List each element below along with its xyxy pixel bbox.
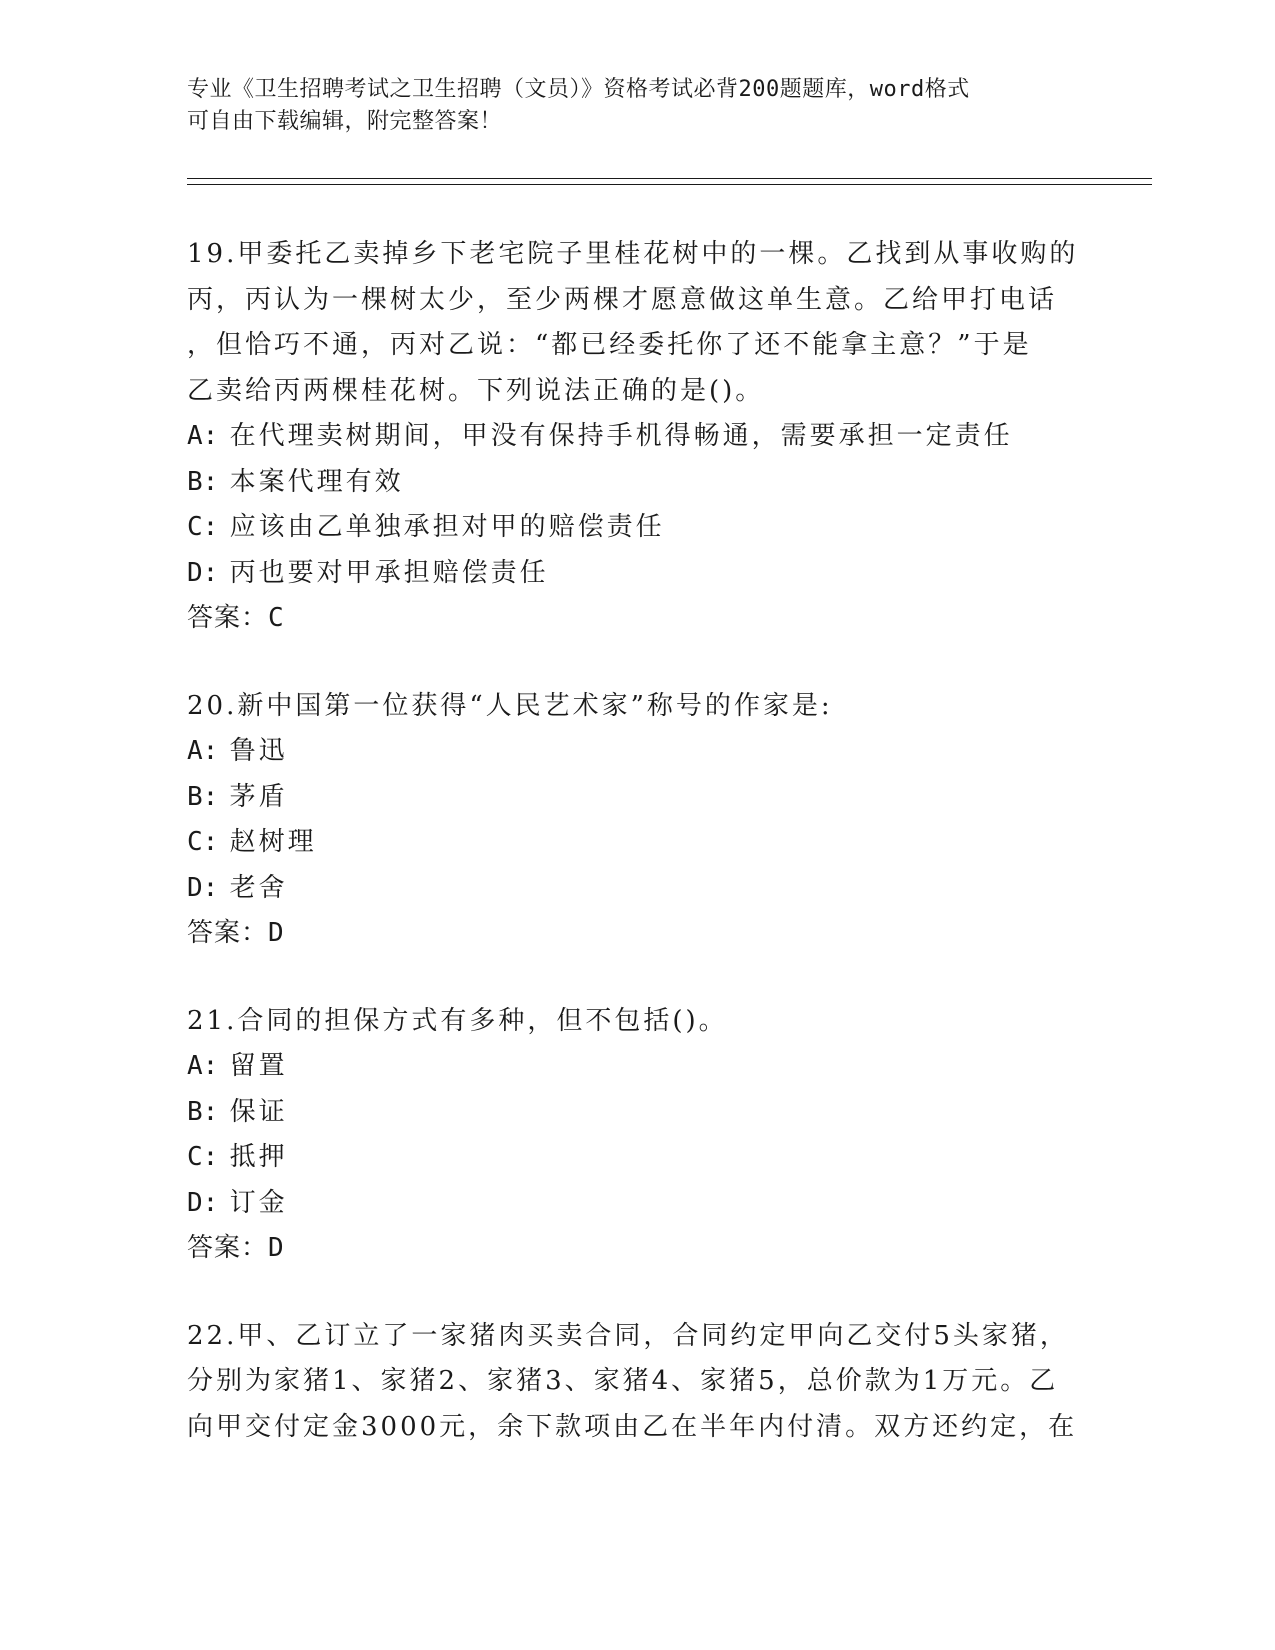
option-text: 订金: [229, 1187, 288, 1218]
option-key: C:: [187, 512, 219, 542]
option-key: D:: [187, 872, 219, 903]
question-stem-line: 20.新中国第一位获得“人民艺术家”称号的作家是:: [187, 690, 833, 721]
option-key: B:: [187, 466, 219, 497]
question-stem-line: ，但恰巧不通，丙对乙说：“都已经委托你了还不能拿主意？”于是: [187, 330, 1032, 360]
question-stem: [187, 232, 1087, 414]
answer-option: [187, 729, 1087, 775]
question-list: [187, 232, 1087, 1492]
question-stem: [187, 1314, 1087, 1451]
option-key: C:: [187, 827, 219, 857]
header-divider: [187, 184, 1152, 185]
option-text: 应该由乙单独承担对甲的赔偿责任: [229, 512, 665, 542]
answer-option: [187, 775, 1087, 821]
option-key: D:: [187, 1187, 219, 1218]
question-stem-line: 乙卖给丙两棵桂花树。下列说法正确的是()。: [187, 375, 765, 406]
answer-option: [187, 866, 1087, 912]
option-key: D:: [187, 557, 219, 588]
question-block: [187, 999, 1087, 1272]
answer-option: [187, 1090, 1087, 1136]
answer-line: [187, 1226, 1087, 1272]
answer-option: [187, 505, 1087, 551]
option-key: A:: [187, 1051, 219, 1081]
answer-option: [187, 1044, 1087, 1090]
document-header: [187, 74, 1087, 138]
option-key: A:: [187, 736, 219, 766]
answer-option: [187, 551, 1087, 597]
option-text: 鲁迅: [229, 736, 288, 766]
question-stem: [187, 684, 1087, 730]
option-text: 老舍: [229, 872, 288, 903]
option-key: C:: [187, 1142, 219, 1172]
option-text: 本案代理有效: [229, 466, 404, 497]
question-stem-line: 22.甲、乙订立了一家猪肉买卖合同，合同约定甲向乙交付5头家猪，: [187, 1320, 1069, 1351]
answer-label: 答案：: [187, 1233, 269, 1263]
option-key: A:: [187, 421, 219, 451]
answer-value: C: [268, 603, 285, 633]
header-line: 可自由下载编辑，附完整答案！: [187, 109, 503, 134]
option-key: B:: [187, 1096, 219, 1127]
answer-label: 答案：: [187, 918, 269, 948]
answer-option: [187, 460, 1087, 506]
question-stem-line: 分别为家猪1、家猪2、家猪3、家猪4、家猪5，总价款为1万元。乙: [187, 1366, 1059, 1396]
answer-line: [187, 911, 1087, 957]
option-text: 赵树理: [229, 827, 317, 857]
option-text: 在代理卖树期间，甲没有保持手机得畅通，需要承担一定责任: [229, 421, 1013, 451]
question-stem-line: 21.合同的担保方式有多种，但不包括()。: [187, 1005, 728, 1036]
question-stem-line: 丙，丙认为一棵树太少，至少两棵才愿意做这单生意。乙给甲打电话: [187, 284, 1058, 315]
answer-option: [187, 820, 1087, 866]
question-stem-line: 向甲交付定金3000元，余下款项由乙在半年内付清。双方还约定，在: [187, 1411, 1078, 1442]
option-text: 保证: [229, 1096, 288, 1127]
answer-value: D: [268, 1233, 285, 1263]
question-stem: [187, 999, 1087, 1045]
question-block: [187, 1314, 1087, 1451]
answer-option: [187, 1135, 1087, 1181]
answer-line: [187, 596, 1087, 642]
answer-value: D: [268, 918, 285, 948]
question-block: [187, 232, 1087, 642]
question-stem-line: 19.甲委托乙卖掉乡下老宅院子里桂花树中的一棵。乙找到从事收购的: [187, 239, 1079, 269]
option-text: 茅盾: [229, 781, 288, 812]
header-line: 专业《卫生招聘考试之卫生招聘（文员）》资格考试必背200题题库，word格式: [187, 77, 970, 102]
answer-label: 答案：: [187, 603, 269, 633]
header-divider: [187, 178, 1152, 179]
answer-option: [187, 414, 1087, 460]
option-text: 丙也要对甲承担赔偿责任: [229, 557, 549, 588]
answer-option: [187, 1181, 1087, 1227]
option-text: 留置: [229, 1051, 288, 1081]
question-block: [187, 684, 1087, 957]
option-key: B:: [187, 781, 219, 812]
option-text: 抵押: [229, 1142, 288, 1172]
